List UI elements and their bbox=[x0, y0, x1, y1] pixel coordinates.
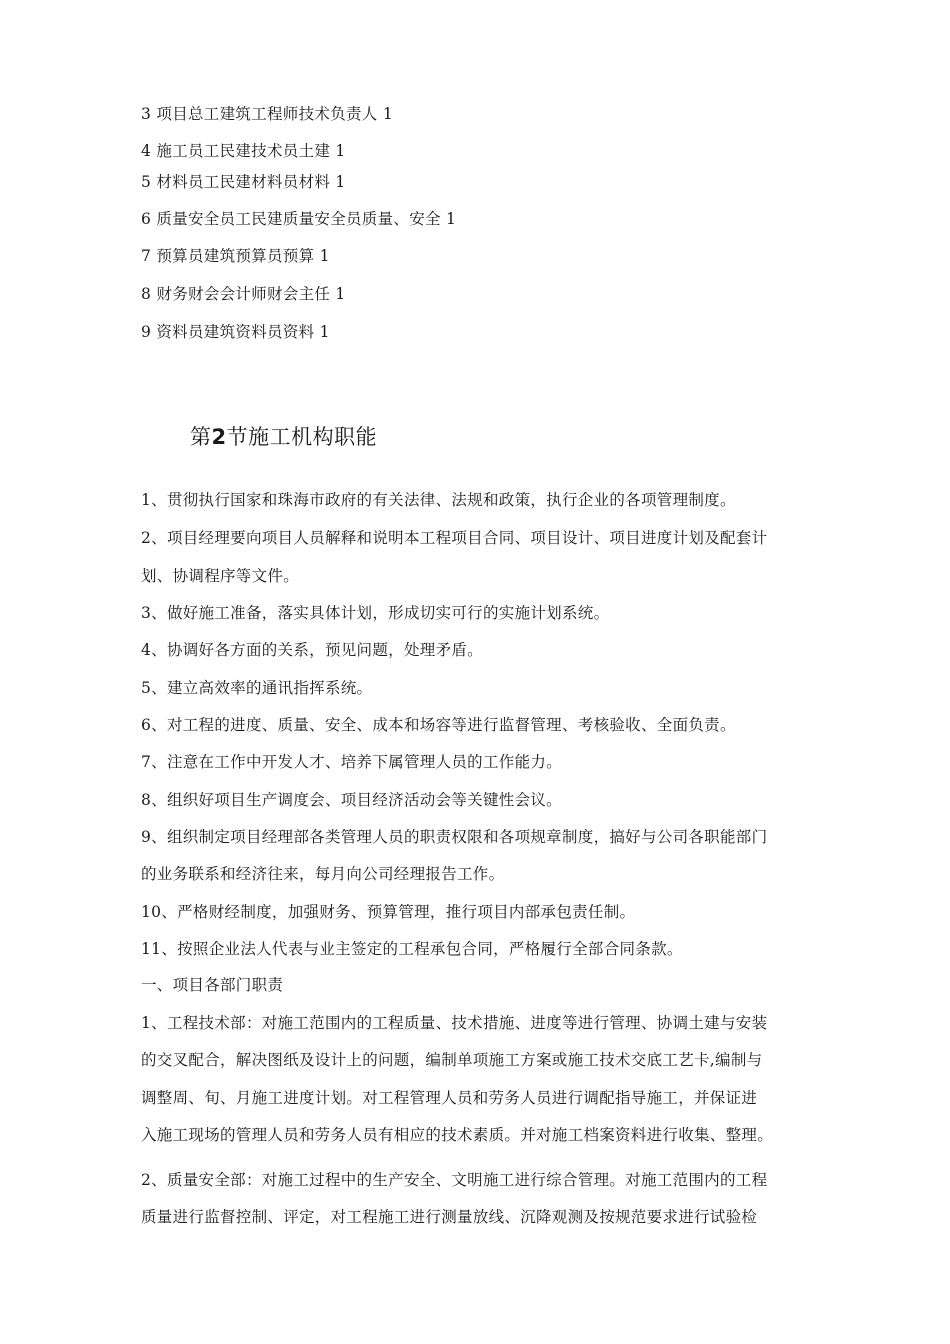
body-line: 1、贯彻执行国家和珠海市政府的有关法律、法规和政策，执行企业的各项管理制度。 bbox=[141, 491, 736, 509]
roster-line: 7 预算员建筑预算员预算 1 bbox=[141, 247, 330, 265]
body-line: 1、工程技术部：对施工范围内的工程质量、技术措施、进度等进行管理、协调土建与安装 bbox=[141, 1014, 768, 1032]
section-prefix: 第 bbox=[190, 425, 212, 449]
body-line: 2、项目经理要向项目人员解释和说明本工程项目合同、项目设计、项目进度计划及配套计 bbox=[141, 529, 768, 547]
roster-line: 6 质量安全员工民建质量安全员质量、安全 1 bbox=[141, 210, 457, 228]
subsection-heading: 一、项目各部门职责 bbox=[141, 976, 284, 994]
section-heading bbox=[190, 424, 377, 450]
body-line: 2、质量安全部：对施工过程中的生产安全、文明施工进行综合管理。对施工范围内的工程 bbox=[141, 1171, 768, 1189]
body-line: 11、按照企业法人代表与业主签定的工程承包合同，严格履行全部合同条款。 bbox=[141, 940, 683, 958]
body-line: 划、协调程序等文件。 bbox=[141, 567, 300, 585]
body-line: 7、注意在工作中开发人才、培养下属管理人员的工作能力。 bbox=[141, 753, 562, 771]
body-line: 的交叉配合，解决图纸及设计上的问题，编制单项施工方案或施工技术交底工艺卡,编制与 bbox=[141, 1051, 763, 1069]
roster-line: 5 材料员工民建材料员材料 1 bbox=[141, 173, 346, 191]
body-line: 5、建立高效率的通讯指挥系统。 bbox=[141, 679, 373, 697]
section-number: 2 bbox=[211, 425, 227, 449]
body-line: 调整周、旬、月施工进度计划。对工程管理人员和劳务人员进行调配指导施工，并保证进 bbox=[141, 1089, 758, 1107]
body-line: 4、协调好各方面的关系，预见问题，处理矛盾。 bbox=[141, 641, 483, 659]
roster-line: 3 项目总工建筑工程师技术负责人 1 bbox=[141, 105, 393, 123]
body-line: 入施工现场的管理人员和劳务人员有相应的技术素质。并对施工档案资料进行收集、整理。 bbox=[141, 1126, 774, 1144]
roster-line: 4 施工员工民建技术员土建 1 bbox=[141, 142, 346, 160]
roster-line: 8 财务财会会计师财会主任 1 bbox=[141, 285, 346, 303]
body-line: 质量进行监督控制、评定，对工程施工进行测量放线、沉降观测及按规范要求进行试验检 bbox=[141, 1208, 758, 1226]
body-line: 9、组织制定项目经理部各类管理人员的职责权限和各项规章制度，搞好与公司各职能部门 bbox=[141, 828, 768, 846]
section-title: 节施工机构职能 bbox=[226, 425, 378, 449]
body-line: 6、对工程的进度、质量、安全、成本和场容等进行监督管理、考核验收、全面负责。 bbox=[141, 716, 736, 734]
roster-line: 9 资料员建筑资料员资料 1 bbox=[141, 323, 330, 341]
body-line: 3、做好施工准备，落实具体计划，形成切实可行的实施计划系统。 bbox=[141, 604, 610, 622]
body-line: 8、组织好项目生产调度会、项目经济活动会等关键性会议。 bbox=[141, 791, 562, 809]
body-line: 的业务联系和经济往来，每月向公司经理报告工作。 bbox=[141, 865, 505, 883]
body-line: 10、严格财经制度，加强财务、预算管理，推行项目内部承包责任制。 bbox=[141, 903, 636, 921]
